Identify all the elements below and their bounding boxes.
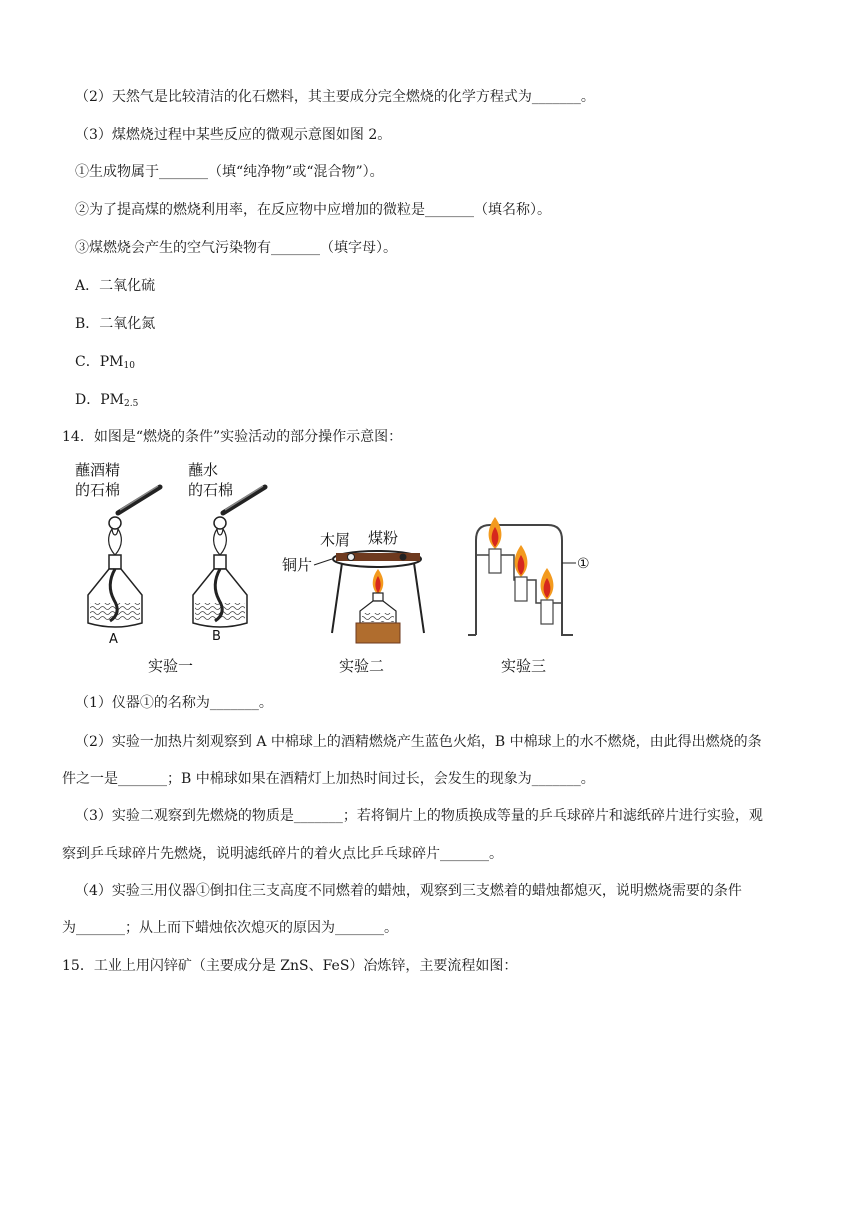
option-c-subscript: 10 [123,361,135,371]
experiment-one [75,461,265,675]
label-copper-sheet: 铜片 [282,556,313,574]
caption-experiment-2: 实验二 [339,657,385,675]
candle-top [489,517,502,573]
letter-b: B [212,629,221,644]
candle-top-body [489,549,501,573]
candle-bottom [541,568,554,624]
q14-part1: （1）仪器①的名称为_______。 [75,695,273,711]
caption-experiment-1: 实验一 [148,657,194,675]
q14-stem: 14．如图是“燃烧的条件”实验活动的部分操作示意图： [62,429,403,445]
lamp-neck-2 [373,593,383,601]
q14-part4-line2: 为_______；从上而下蜡烛依次熄灭的原因为_______。 [62,920,398,936]
q13-sub3: ③煤燃烧会产生的空气污染物有_______（填字母）。 [75,240,397,256]
wooden-block [356,623,400,643]
label-alcohol-bottom: 的石棉 [75,481,121,499]
label-circle-1: ① [577,556,590,572]
experiment-two [282,529,424,675]
flame-b [214,529,227,555]
lamp-liquid-2 [362,613,394,622]
candle-bottom-body [541,600,553,624]
combustion-experiments-figure [70,455,590,685]
q15-stem: 15．工业上用闪锌矿（主要成分是 ZnS、FeS）冶炼锌，主要流程如图： [62,958,518,974]
q13-sub2: ②为了提高煤的燃烧利用率，在反应物中应增加的微粒是_______（填名称）。 [75,202,551,218]
label-alcohol-top: 蘸酒精 [75,461,121,479]
label-water-bottom: 的石棉 [188,481,234,499]
letter-a: A [109,632,118,647]
lamp-neck-a [109,555,121,569]
cotton-ball-b [214,517,226,529]
tongs-a-highlight [120,486,158,510]
q13-option-d [75,390,138,414]
q14-part4-line1: （4）实验三用仪器①倒扣住三支高度不同燃着的蜡烛，观察到三支燃着的蜡烛都熄灭，说明燃烧需要的条件 [75,883,742,899]
label-water-top: 蘸水 [188,461,219,479]
tripod-leg-left [332,563,342,633]
pointer-copper [314,559,332,565]
q13-option-c [75,352,135,376]
q13-part3: （3）煤燃烧过程中某些反应的微观示意图如图 2。 [75,127,392,143]
q14-part3-line1: （3）实验二观察到先燃烧的物质是_______；若将铜片上的物质换成等量的乒乓球碎片和滤纸碎片进行实验，观 [75,808,763,824]
q13-sub1: ①生成物属于_______（填“纯净物”或“混合物”）。 [75,164,384,180]
q14-part2-line2: 件之一是_______；B 中棉球如果在酒精灯上加热时间过长，会发生的现象为_______。 [62,771,595,787]
lamp-neck-b [214,555,226,569]
option-d-main: D．PM [75,392,124,408]
experiment-three [468,517,590,675]
q13-option-b: B．二氧化氮 [75,316,156,332]
q14-part2-line1: （2）实验一加热片刻观察到 A 中棉球上的酒精燃烧产生蓝色火焰，B 中棉球上的水不燃烧，由此得出燃烧的条 [75,734,762,750]
tongs-a [118,487,160,513]
caption-experiment-3: 实验三 [501,657,547,675]
candle-middle [515,545,528,601]
q13-part2: （2）天然气是比较清洁的化石燃料，其主要成分完全燃烧的化学方程式为_______。 [75,89,595,105]
coal-powder-pile [400,554,407,561]
flame-a [109,529,122,555]
label-coal-powder: 煤粉 [368,529,399,547]
candle-middle-body [515,577,527,601]
q14-part3-line2: 察到乒乓球碎片先燃烧，说明滤纸碎片的着火点比乒乓球碎片_______。 [62,846,503,862]
option-c-main: C．PM [75,354,124,370]
tripod-leg-right [414,563,424,633]
q13-option-a: A．二氧化硫 [75,278,156,294]
label-wood-chips: 木屑 [320,531,351,549]
wood-chip-pile [348,554,355,561]
option-d-subscript: 2.5 [123,399,139,409]
cotton-ball-a [109,517,121,529]
